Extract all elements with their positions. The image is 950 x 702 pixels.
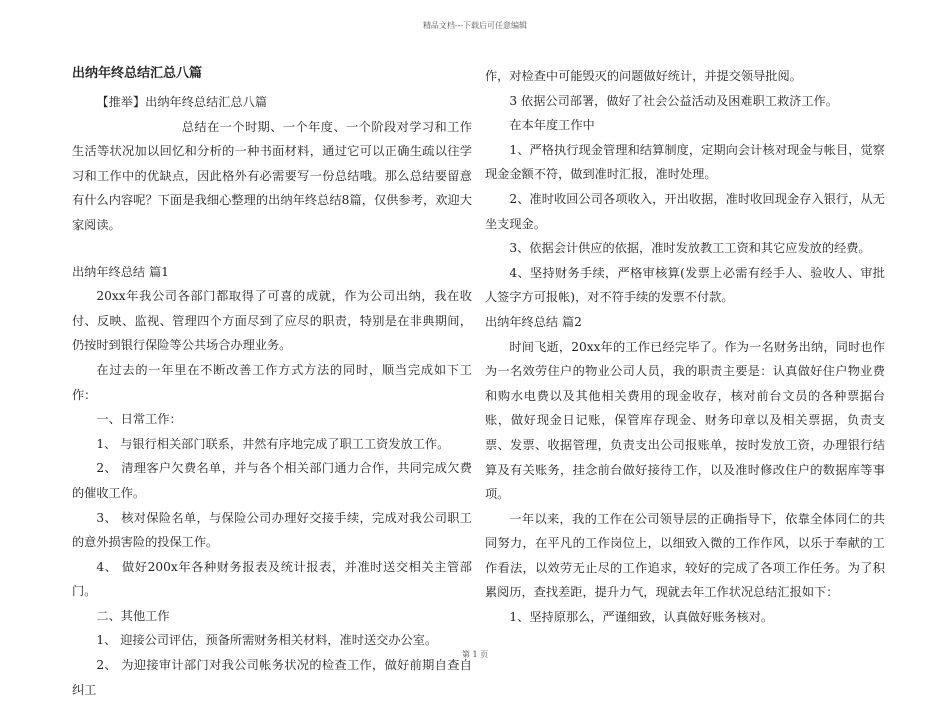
left-column (72, 64, 472, 702)
paragraph: 4、 做好200x年各种财务报表及统计报表，并准时送交相关主管部门。 (72, 559, 472, 599)
document-title: 出纳年终总结汇总八篇 (72, 66, 203, 81)
paragraph: 2、 清理客户欠费名单，并与各个相关部门通力合作，共同完成欠费的催收工作。 (72, 461, 472, 500)
paragraph: 1、坚持原那么，严谨细致，认真做好账务核对。 (509, 610, 774, 625)
paragraph: 2、准时收回公司各项收入，开出收据，准时收回现金存入银行，从无坐支现金。 (485, 191, 885, 231)
intro-paragraph: 总结在一个时期、一个年度、一个阶段对学习和工作生活等状况加以回忆和分析的一种书面材料，通过它可以正确生疏以往学习和工作中的优缺点，因此格外有必需要写一份总结哦。那么总结要留意有什么内容呢？下面是我细心整理的出纳年终总结8篇，仅供参考，欢迎大家阅读。 (72, 119, 472, 232)
right-column (485, 64, 885, 630)
paragraph: 20xx年我公司各部门都取得了可喜的成就，作为公司出纳，我在收付、反映、监视、管理四个方面尽到了应尽的职责，特别是在非典期间，仍按时到银行保险等公共场合办理业务。 (72, 289, 472, 353)
paragraph: 3、 核对保险名单，与保险公司办理好交接手续，完成对我公司职工的意外损害险的投保工作。 (72, 510, 472, 550)
paragraph: 1、 与银行相关部门联系，井然有序地完成了职工工资发放工作。 (96, 436, 450, 451)
paragraph: 在本年度工作中 (509, 118, 595, 133)
paragraph: 一年以来，我的工作在公司领导层的正确指导下，依靠全体同仁的共同努力，在平凡的工作岗位上，以细致入微的工作作风，以乐于奉献的工作看法，以效劳无止尽的工作追求，较好的完成了各项工作任务。为了积累阅历，查找差距，提升力气，现就去年工作状况总结汇报如下： (485, 511, 885, 600)
spacer (72, 238, 472, 260)
page-header: 精品文档---下载后可任意编辑 (422, 21, 528, 30)
paragraph: 在过去的一年里在不断改善工作方式方法的同时，顺当完成如下工作： (72, 362, 472, 402)
section-2-title: 出纳年终总结 篇2 (485, 314, 582, 329)
paragraph: 1、严格执行现金管理和结算制度，定期向会计核对现金与帐目，觉察现金金额不符，做到准时汇报，准时处理。 (485, 142, 885, 182)
paragraph: 时间飞逝，20xx年的工作已经完毕了。作为一名财务出纳，同时也作为一名效劳住户的物业公司人员，我的职责主要是：认真做好住户物业费和购水电费以及其他相关费用的现金收存，核对前台文员的各种票据台账，做好现金日记账，保管库存现金、财务印章以及相关票据，负责支票、发票、收据管理，负责支出公司报账单，按时发放工资，办理银行结算及有关账务，挂念前台做好接待工作，以及准时修改住户的数据库等事项。 (485, 339, 885, 502)
paragraph: 3、依据会计供应的依据，准时发放教工工资和其它应发放的经费。 (509, 241, 871, 256)
paragraph: 1、 迎接公司评估，预备所需财务相关材料，准时送交办公室。 (96, 633, 438, 648)
paragraph: 二、其他工作 (96, 608, 170, 623)
paragraph: 2、 为迎接审计部门对我公司帐务状况的检查工作，做好前期自查自纠工 (72, 658, 472, 697)
section-1-title: 出纳年终总结 篇1 (72, 264, 169, 279)
paragraph: 4、坚持财务手续，严格审核算(发票上必需有经手人、验收人、审批人签字方可报帐)，对不符手续的发票不付款。 (485, 265, 885, 305)
page-footer: 第 1 页 (461, 650, 489, 659)
paragraph: 3 依据公司部署，做好了社会公益活动及困难职工救济工作。 (509, 93, 838, 108)
recommend-line: 【推举】出纳年终总结汇总八篇 (96, 95, 268, 109)
paragraph: 作，对检查中可能毁灭的问题做好统计，并提交领导批阅。 (485, 69, 802, 83)
paragraph: 一、日常工作： (96, 412, 182, 427)
